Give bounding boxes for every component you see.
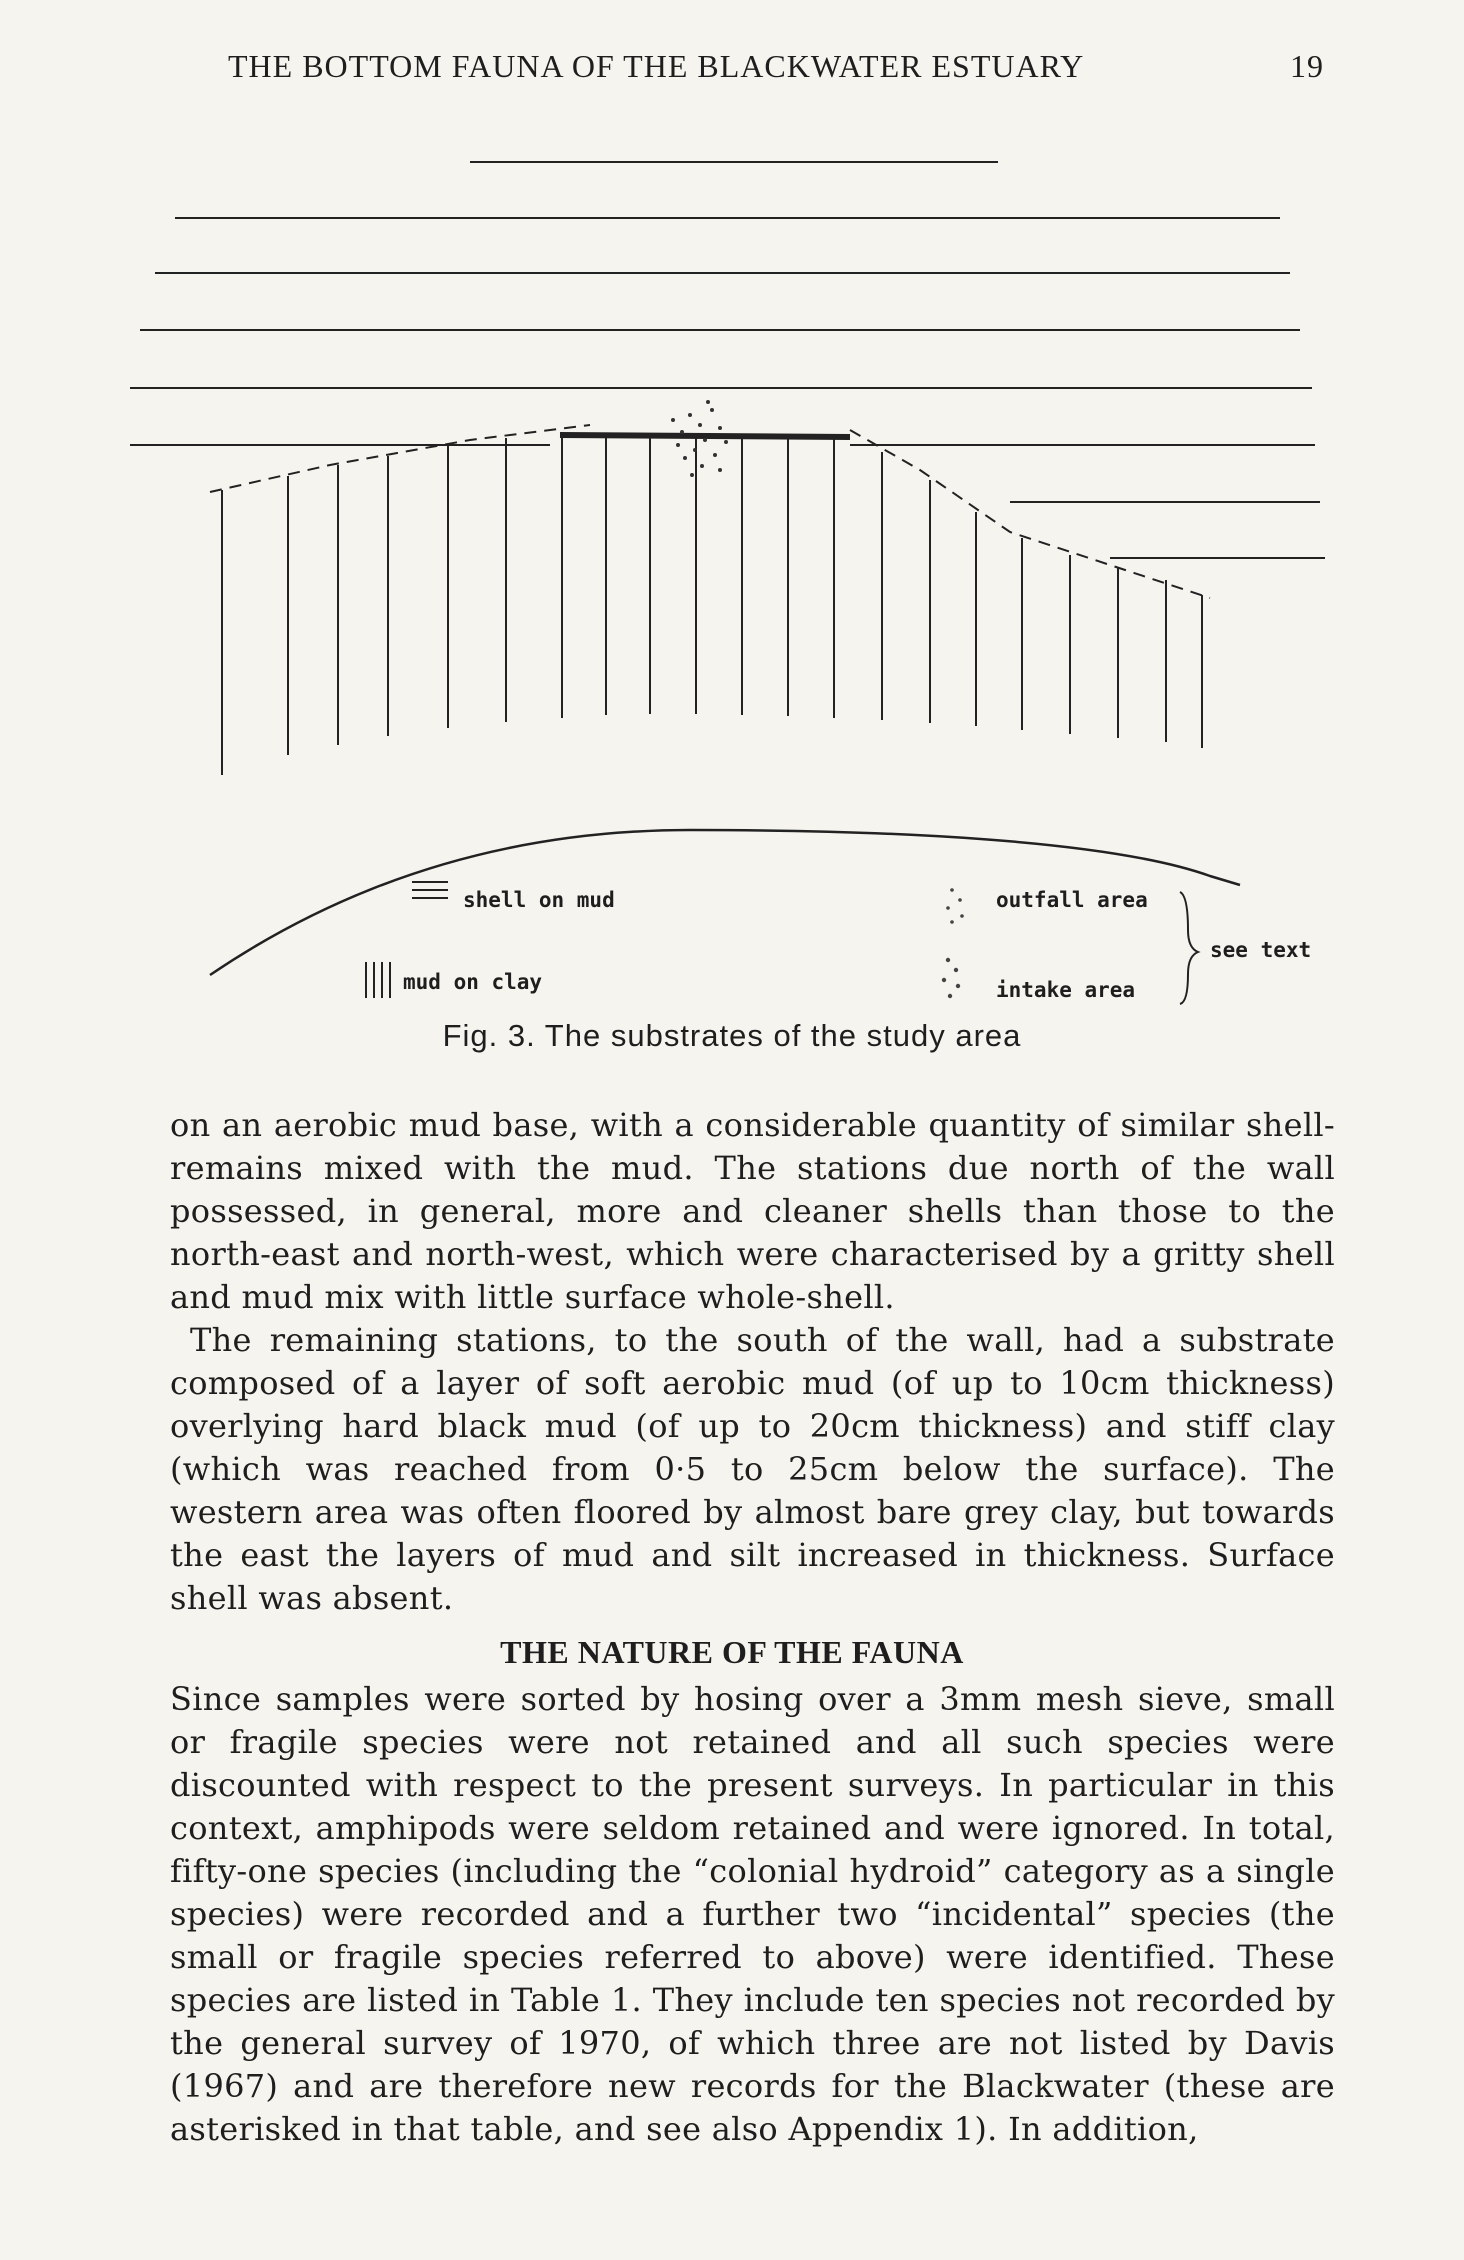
running-title: THE BOTTOM FAUNA OF THE BLACKWATER ESTUARY (228, 48, 1085, 84)
figure-caption: Fig. 3. The substrates of the study area (442, 1018, 1022, 1053)
wall (560, 435, 850, 437)
paragraph: Since samples were sorted by hosing over a 3mm mesh sieve, small or fragile species were not retained and all such species were discounted with respect to the present surveys. In particular in this context, amphipods were seldom retained and were ignored. In total, fifty-one species (including the “colonial hydroid” category as a single species) were recorded and a further two “incidental” species (the small or fragile species referred to above) were identified. These species are listed in Table 1. They include ten species not recorded by the general survey of 1970, of which three are not listed by Davis (1967) and are therefore new records for the Blackwater (these are asterisked in that table, and see also Appendix 1). In addition, (170, 1680, 1335, 2148)
body-text-top (170, 1104, 1335, 1620)
paragraph: The remaining stations, to the south of the wall, had a substrate composed of a layer of soft aerobic mud (of up to 10cm thickness) overlying hard black mud (of up to 20cm thickness) and stiff clay (which was reached from 0·5 to 25cm below the surface). The western area was often floored by almost bare grey clay, but towards the east the layers of mud and silt increased in thickness. Surface shell was absent. (170, 1321, 1335, 1617)
boundary-dashed (850, 430, 1210, 598)
legend-shell-on-mud: shell on mud (463, 888, 615, 912)
legend-outfall-area: outfall area (996, 888, 1148, 912)
body-text-section (170, 1678, 1335, 2151)
paragraph: on an aerobic mud base, with a considerable quantity of similar shell-remains mixed with the mud. The stations due north of the wall possessed, in general, more and cleaner shells than those to the north-east and north-west, which were characterised by a gritty shell and mud mix with little surface whole-shell. (170, 1106, 1335, 1316)
legend-stipple (942, 888, 964, 998)
legend-mud-on-clay: mud on clay (403, 970, 543, 994)
boundary-dashed (210, 425, 590, 492)
legend-brace (1180, 892, 1198, 1004)
running-header (0, 40, 1464, 90)
legend-intake-area: intake area (996, 978, 1136, 1002)
substrate-map-figure (130, 140, 1340, 1010)
substrate-map (130, 140, 1340, 1010)
page-number: 19 (1290, 48, 1324, 84)
section-heading: THE NATURE OF THE FAUNA (500, 1634, 964, 1670)
legend-see-text: see text (1210, 938, 1312, 962)
